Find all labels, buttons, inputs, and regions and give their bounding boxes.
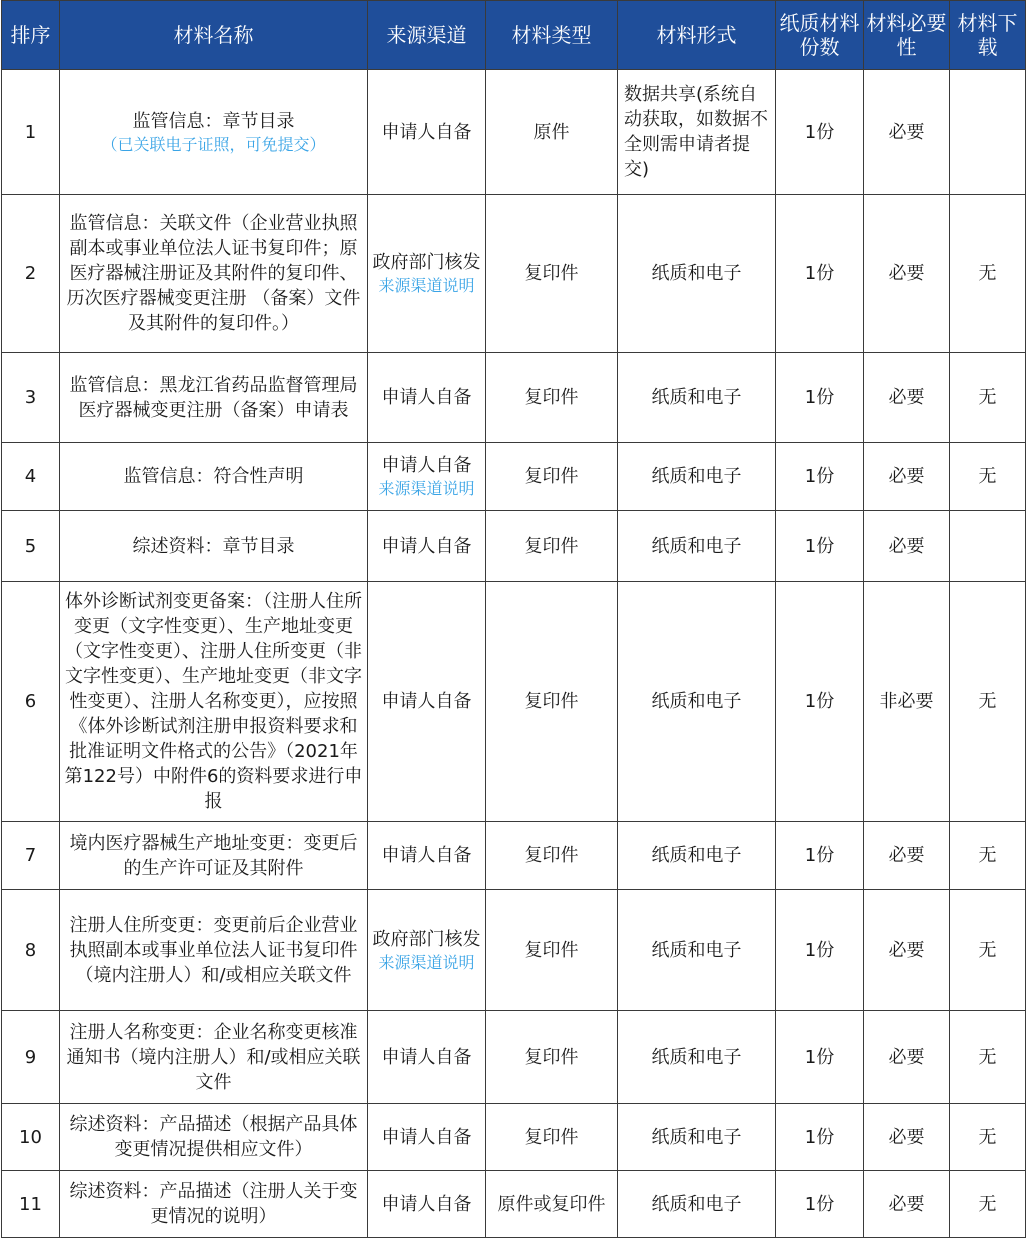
row-index: 1: [2, 70, 60, 195]
form-cell: 纸质和电子: [618, 822, 776, 890]
material-name: 注册人名称变更：企业名称变更核准通知书（境内注册人）和/或相应关联文件: [66, 1021, 361, 1093]
table-row: [2, 582, 1026, 822]
form-cell: 纸质和电子: [618, 443, 776, 511]
required-cell: 必要: [864, 1104, 950, 1171]
material-name-cell: [60, 443, 368, 511]
material-name-cell: [60, 511, 368, 582]
required-cell: 必要: [864, 1171, 950, 1238]
source-cell: [368, 195, 486, 353]
required-cell: 必要: [864, 70, 950, 195]
e-license-note[interactable]: （已关联电子证照，可免提交）: [101, 134, 326, 154]
form-cell: 纸质和电子: [618, 1104, 776, 1171]
table-row: [2, 1171, 1026, 1238]
required-cell: 必要: [864, 353, 950, 443]
download-cell: 无: [950, 1011, 1026, 1104]
table-header-row: [2, 1, 1026, 70]
source-text: 政府部门核发: [372, 928, 481, 950]
download-cell: 无: [950, 195, 1026, 353]
source-cell: 申请人自备: [368, 353, 486, 443]
material-name: 综述资料：产品描述（根据产品具体变更情况提供相应文件）: [69, 1114, 358, 1160]
form-cell: 纸质和电子: [618, 195, 776, 353]
required-cell: 必要: [864, 1011, 950, 1104]
source-cell: 申请人自备: [368, 582, 486, 822]
copies-cell: 1份: [776, 890, 864, 1011]
material-name-cell: [60, 1104, 368, 1171]
table-row: [2, 353, 1026, 443]
material-name-cell: [60, 582, 368, 822]
copies-cell: 1份: [776, 582, 864, 822]
form-cell: 纸质和电子: [618, 1171, 776, 1238]
source-explanation-link[interactable]: 来源渠道说明: [378, 952, 475, 972]
form-cell: 数据共享(系统自动获取，如数据不全则需申请者提交): [618, 70, 776, 195]
material-name: 监管信息：章节目录: [132, 110, 295, 132]
material-name-cell: [60, 353, 368, 443]
material-name-cell: [60, 890, 368, 1011]
type-cell: 复印件: [486, 443, 618, 511]
source-explanation-link[interactable]: 来源渠道说明: [378, 479, 475, 498]
row-index: 8: [2, 890, 60, 1011]
copies-cell: 1份: [776, 353, 864, 443]
copies-cell: 1份: [776, 70, 864, 195]
table-row: [2, 70, 1026, 195]
type-cell: 复印件: [486, 353, 618, 443]
header-required: 材料必要性: [864, 1, 950, 70]
copies-cell: 1份: [776, 1171, 864, 1238]
table-row: [2, 822, 1026, 890]
form-cell: 纸质和电子: [618, 353, 776, 443]
source-text: 申请人自备: [381, 455, 472, 476]
material-name: 体外诊断试剂变更备案：（注册人住所变更（文字性变更）、生产地址变更（文字性变更）、注册人住所变更（非文字性变更）、生产地址变更（非文字性变更）、注册人名称变更），应按照《体外诊断试剂注册申报资料要求和批准证明文件格式的公告》（2021年第122号）中附件6的资料要求进行申报: [64, 591, 363, 812]
material-name: 监管信息：黑龙江省药品监督管理局医疗器械变更注册（备案）申请表: [69, 374, 358, 421]
required-cell: 必要: [864, 890, 950, 1011]
required-cell: 必要: [864, 195, 950, 353]
row-index: 3: [2, 353, 60, 443]
table-row: [2, 890, 1026, 1011]
row-index: 4: [2, 443, 60, 511]
copies-cell: 1份: [776, 822, 864, 890]
row-index: 5: [2, 511, 60, 582]
type-cell: 复印件: [486, 890, 618, 1011]
material-name: 监管信息：关联文件（企业营业执照副本或事业单位法人证书复印件；原医疗器械注册证及其附件的复印件、历次医疗器械变更注册 （备案）文件及其附件的复印件。）: [66, 213, 361, 334]
material-name: 监管信息：符合性声明: [123, 466, 304, 487]
material-name: 注册人住所变更：变更前后企业营业执照副本或事业单位法人证书复印件（境内注册人）和/或相应关联文件: [69, 914, 358, 986]
download-cell: 无: [950, 1104, 1026, 1171]
type-cell: 原件或复印件: [486, 1171, 618, 1238]
type-cell: 复印件: [486, 582, 618, 822]
material-name-cell: [60, 70, 368, 195]
source-cell: [368, 890, 486, 1011]
required-cell: 必要: [864, 443, 950, 511]
header-index: 排序: [2, 1, 60, 70]
form-cell: 纸质和电子: [618, 511, 776, 582]
copies-cell: 1份: [776, 195, 864, 353]
row-index: 2: [2, 195, 60, 353]
type-cell: 原件: [486, 70, 618, 195]
form-cell: 纸质和电子: [618, 582, 776, 822]
material-name-cell: [60, 1011, 368, 1104]
source-cell: 申请人自备: [368, 1171, 486, 1238]
source-cell: 申请人自备: [368, 1011, 486, 1104]
header-copies: 纸质材料份数: [776, 1, 864, 70]
header-type: 材料类型: [486, 1, 618, 70]
download-cell: 无: [950, 353, 1026, 443]
download-cell: [950, 70, 1026, 195]
type-cell: 复印件: [486, 822, 618, 890]
required-cell: 必要: [864, 511, 950, 582]
table-row: [2, 1104, 1026, 1171]
download-cell: 无: [950, 822, 1026, 890]
type-cell: 复印件: [486, 1104, 618, 1171]
type-cell: 复印件: [486, 1011, 618, 1104]
form-cell: 纸质和电子: [618, 1011, 776, 1104]
header-form: 材料形式: [618, 1, 776, 70]
form-cell: 纸质和电子: [618, 890, 776, 1011]
materials-table: [1, 0, 1026, 1238]
source-cell: 申请人自备: [368, 822, 486, 890]
type-cell: 复印件: [486, 511, 618, 582]
download-cell: 无: [950, 890, 1026, 1011]
source-cell: 申请人自备: [368, 1104, 486, 1171]
row-index: 10: [2, 1104, 60, 1171]
row-index: 7: [2, 822, 60, 890]
row-index: 9: [2, 1011, 60, 1104]
material-name: 综述资料：产品描述（注册人关于变更情况的说明）: [69, 1181, 358, 1227]
download-cell: 无: [950, 582, 1026, 822]
source-explanation-link[interactable]: 来源渠道说明: [378, 276, 475, 295]
copies-cell: 1份: [776, 1011, 864, 1104]
table-row: [2, 443, 1026, 511]
copies-cell: 1份: [776, 443, 864, 511]
row-index: 11: [2, 1171, 60, 1238]
table-row: [2, 1011, 1026, 1104]
row-index: 6: [2, 582, 60, 822]
copies-cell: 1份: [776, 511, 864, 582]
material-name: 综述资料：章节目录: [132, 535, 295, 557]
source-cell: 申请人自备: [368, 511, 486, 582]
required-cell: 必要: [864, 822, 950, 890]
source-cell: 申请人自备: [368, 70, 486, 195]
header-download: 材料下载: [950, 1, 1026, 70]
header-name: 材料名称: [60, 1, 368, 70]
required-cell: 非必要: [864, 582, 950, 822]
material-name-cell: [60, 195, 368, 353]
source-text: 政府部门核发: [372, 252, 481, 273]
table-row: [2, 511, 1026, 582]
download-cell: [950, 511, 1026, 582]
source-cell: [368, 443, 486, 511]
copies-cell: 1份: [776, 1104, 864, 1171]
type-cell: 复印件: [486, 195, 618, 353]
material-name-cell: [60, 822, 368, 890]
download-cell: 无: [950, 443, 1026, 511]
table-row: [2, 195, 1026, 353]
material-name: 境内医疗器械生产地址变更：变更后的生产许可证及其附件: [69, 832, 358, 879]
material-name-cell: [60, 1171, 368, 1238]
download-cell: 无: [950, 1171, 1026, 1238]
header-source: 来源渠道: [368, 1, 486, 70]
